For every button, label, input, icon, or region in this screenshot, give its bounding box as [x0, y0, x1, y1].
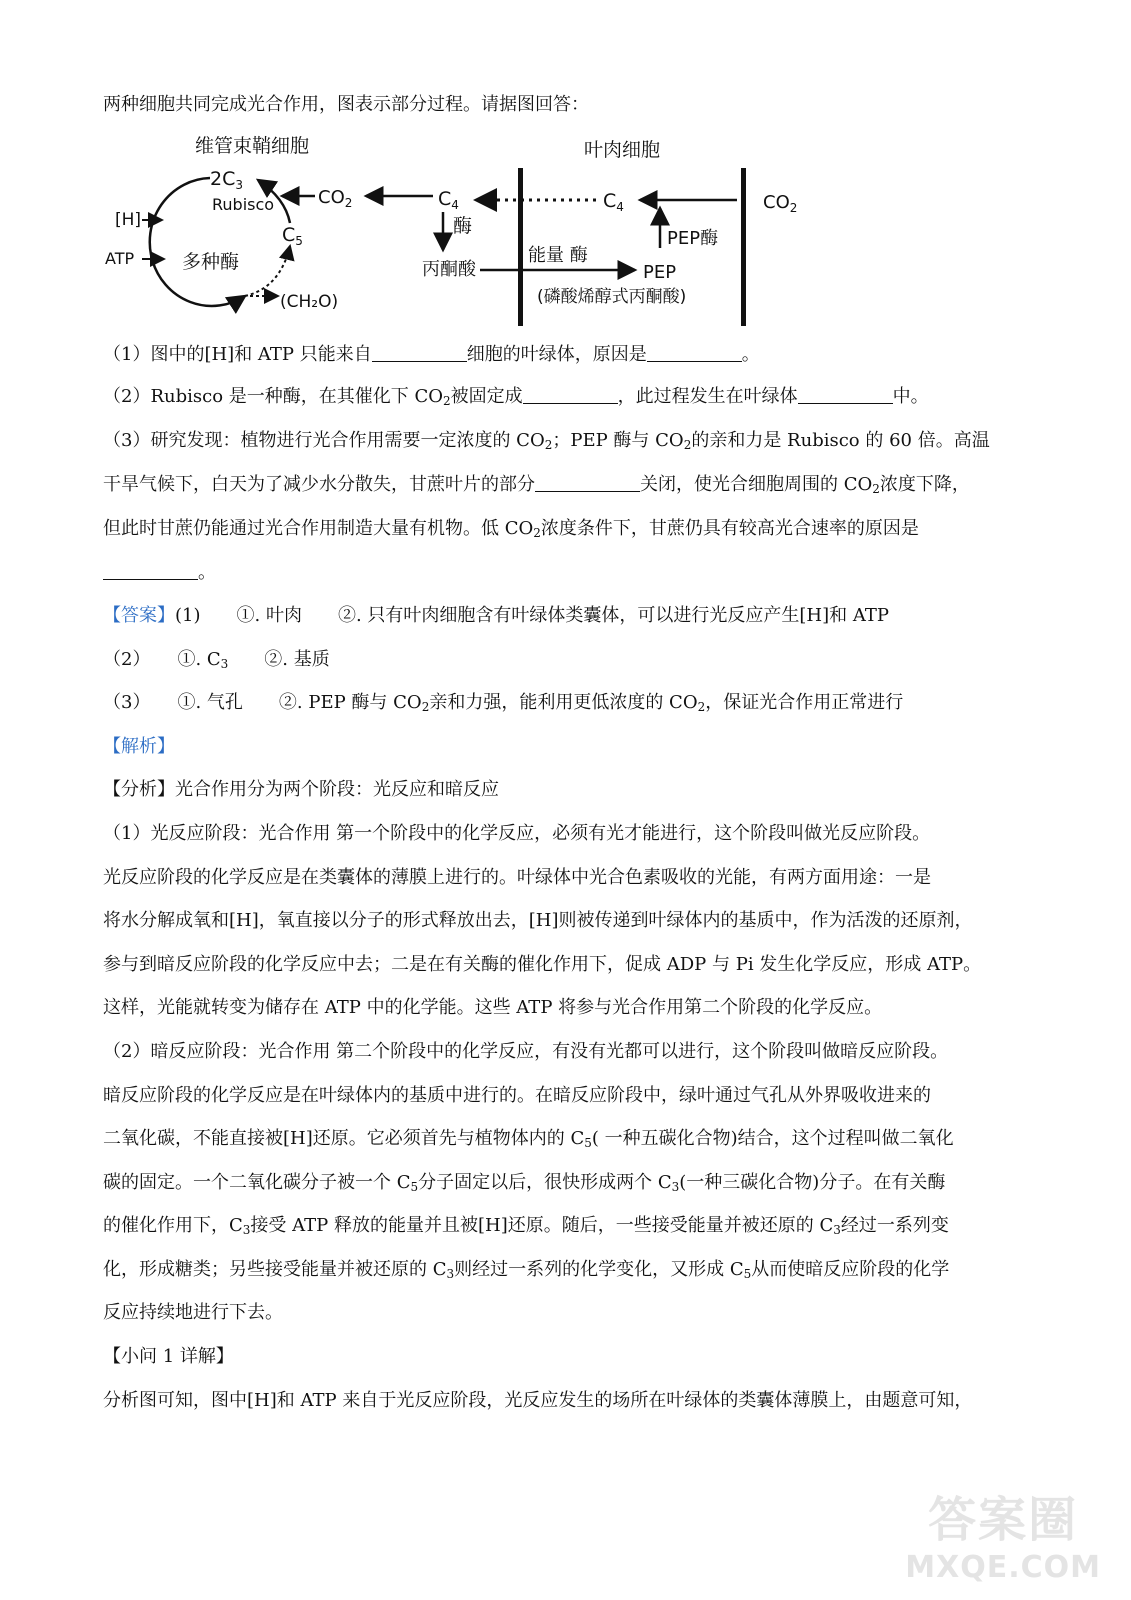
q3-blank-1[interactable]	[535, 473, 640, 492]
q2-blank-1[interactable]	[523, 385, 618, 404]
co2-left-label: $CO_2$	[318, 187, 353, 210]
pep-enzyme-label: PEP酶	[667, 228, 719, 249]
question-3-line-2: 干旱气候下，白天为了减少水分散失，甘蔗叶片的部分 关闭，使光合细胞周围的 $CO_2$浓度下降，	[103, 474, 970, 496]
watermark-logo	[905, 1481, 1101, 1585]
answer-line-1: 【答案】(1) ①. 叶肉 ②. 只有叶肉细胞含有叶绿体类囊体，可以进行光反应产生[H]和 ATP	[103, 605, 889, 626]
question-2: （2）Rubisco 是一种酶，在其催化下 $CO_2$被固定成 ，此过程发生在叶绿体 中。	[103, 386, 929, 408]
rubisco-label: Rubisco	[212, 195, 275, 214]
watermark-cn: 答案圈	[928, 1492, 1079, 1548]
xiaowen-text: 分析图可知，图中[H]和 ATP 来自于光反应阶段，光反应发生的场所在叶绿体的类囊体薄膜上，由题意可知，	[103, 1390, 973, 1411]
question-3-line-3: 但此时甘蔗仍能通过光合作用制造大量有机物。低 $CO_2$浓度条件下，甘蔗仍具有较高光合速率的原因是	[103, 518, 919, 540]
answer-label: 【答案】	[103, 605, 175, 626]
atp-label: ATP	[105, 249, 135, 268]
energy-enzyme-label: 能量 酶	[528, 245, 588, 266]
question-1: （1）图中的[H]和 ATP 只能来自 细胞的叶绿体，原因是 。	[103, 344, 760, 365]
answer-line-2: （2） ①. $C_3$ ②. 基质	[103, 649, 330, 671]
pep-label: PEP	[643, 262, 677, 283]
right-cell-title: 叶肉细胞	[584, 139, 661, 161]
c4-left-label: $C_4$	[438, 188, 459, 212]
p1-line-4: 参与到暗反应阶段的化学反应中去；二是在有关酶的催化作用下，促成 ADP 与 Pi 发生化学反应，形成 ATP。	[103, 954, 982, 975]
p1-line-1: （1）光反应阶段：光合作用 第一个阶段中的化学反应，必须有光才能进行，这个阶段叫做光反应阶段。	[103, 823, 931, 844]
p1-line-3: 将水分解成氧和[H]，氧直接以分子的形式释放出去，[H]则被传递到叶绿体内的基质中，作为活泼的还原剂，	[103, 910, 973, 931]
p1-line-2: 光反应阶段的化学反应是在类囊体的薄膜上进行的。叶绿体中光合色素吸收的光能，有两方面用途：一是	[103, 867, 931, 888]
q1-blank-2[interactable]	[647, 343, 742, 362]
c5-regen-arrow	[245, 246, 290, 296]
analysis-label: 【解析】	[103, 736, 175, 757]
left-cell-title: 维管束鞘细胞	[195, 135, 310, 157]
c4-right-label: $C_4$	[603, 190, 624, 214]
p2-line-4: 碳的固定。一个二氧化碳分子被一个 $C_5$分子固定以后，很快形成两个 $C_3$(一种三碳化合物)分子。在有关酶	[103, 1172, 946, 1194]
pep-full-label: (磷酸烯醇式丙酮酸)	[537, 287, 687, 307]
p2-line-7: 反应持续地进行下去。	[103, 1302, 283, 1323]
cell-boundary-left	[518, 168, 523, 326]
question-3-line-4: 。	[103, 560, 216, 586]
cell-boundary-right	[741, 168, 746, 326]
q2-blank-2[interactable]	[798, 385, 893, 404]
fenxi-line: 【分析】光合作用分为两个阶段：光反应和暗反应	[103, 779, 499, 800]
watermark-url: MXQE.COM	[905, 1550, 1101, 1585]
p2-line-3: 二氧化碳，不能直接被[H]还原。它必须首先与植物体内的 $C_5$( 一种五碳化合物)结合，这个过程叫做二氧化	[103, 1128, 954, 1150]
enzyme-left-label: 酶	[453, 215, 473, 237]
p2-line-5: 的催化作用下，$C_3$接受 ATP 释放的能量并且被[H]还原。随后，一些接受能量并被还原的 $C_3$经过一系列变	[103, 1215, 949, 1237]
q3-blank-2[interactable]	[103, 561, 198, 580]
question-3-line-1: （3）研究发现：植物进行光合作用需要一定浓度的 $CO_2$；PEP 酶与 $CO_2$的亲和力是 Rubisco 的 60 倍。高温	[103, 430, 990, 452]
xiaowen-label: 【小问 1 详解】	[103, 1346, 234, 1367]
p2-line-2: 暗反应阶段的化学反应是在叶绿体内的基质中进行的。在暗反应阶段中，绿叶通过气孔从外界吸收进来的	[103, 1085, 931, 1106]
multi-enzyme-label: 多种酶	[182, 251, 240, 273]
q1-blank-1[interactable]	[372, 343, 467, 362]
c3-label: $2C_3$	[210, 168, 243, 192]
pyruvate-label: 丙酮酸	[422, 259, 476, 280]
h-label: [H]	[115, 210, 142, 230]
c4-photosynthesis-diagram	[100, 128, 820, 333]
ch2o-label: (CH₂O)	[280, 292, 339, 312]
p1-line-5: 这样，光能就转变为储存在 ATP 中的化学能。这些 ATP 将参与光合作用第二个阶段的化学反应。	[103, 997, 883, 1018]
c5-label: $C_5$	[282, 224, 303, 248]
co2-right-label: $CO_2$	[763, 192, 798, 215]
p2-line-1: （2）暗反应阶段：光合作用 第二个阶段中的化学反应，有没有光都可以进行，这个阶段叫做暗反应阶段。	[103, 1041, 949, 1062]
p2-line-6: 化，形成糖类；另些接受能量并被还原的 $C_3$则经过一系列的化学变化，又形成 $C_5$从而使暗反应阶段的化学	[103, 1259, 950, 1281]
answer-line-3: （3） ①. 气孔 ②. PEP 酶与 $CO_2$亲和力强，能利用更低浓度的 $CO_2$，保证光合作用正常进行	[103, 692, 904, 714]
intro-text: 两种细胞共同完成光合作用，图表示部分过程。请据图回答：	[103, 94, 589, 115]
